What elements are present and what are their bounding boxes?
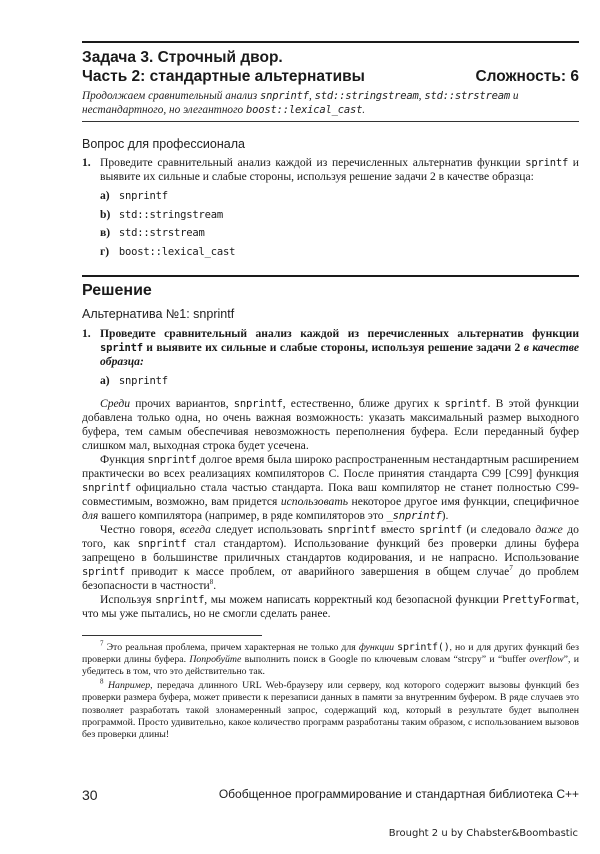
solution-question: 1. Проведите сравнительный анализ каждой из перечисленных альтернатив функции sprintf и выявите их сильные и слабые стороны, используя решение задачи 2 в качестве образца: bbox=[82, 327, 579, 368]
footnote-7: $^7$ Это реальная проблема, причем характерная не только для функции sprintf(), но и для других функций без проверки длины буфера. Попробуйте выполнить поиск в Google по ключевым словам “strcpy” и “buffer overflow”, и убедитесь в том, что это действительно так. bbox=[82, 639, 579, 677]
alternative-heading: Альтернатива №1: snprintf bbox=[82, 307, 235, 321]
page-number: 30 bbox=[82, 787, 98, 803]
page-body bbox=[82, 0, 579, 743]
footnote-ref[interactable]: 7 bbox=[509, 563, 513, 572]
difficulty: Сложность: 6 bbox=[475, 68, 579, 85]
part-title: Часть 2: стандартные альтернативы bbox=[82, 68, 365, 85]
question-option: b) std::stringstream bbox=[100, 207, 223, 221]
question-option: в) std::strstream bbox=[100, 226, 205, 239]
paragraph: Среди прочих вариантов, snprintf, естественно, ближе других к sprintf. В этой функции добавлена только одна, но очень важная возможность: указать максимальный размер выходного буфера, тем самым обеспечивая невозможность переполнения буфера. Если переданный буфер слишком мал, выходная строка будет усечена. bbox=[82, 396, 579, 452]
solution-option: а) snprintf bbox=[100, 374, 168, 387]
paragraph: Используя snprintf, мы можем написать корректный код безопасной функции PrettyFormat, что мы уже пытались, но не смогли сделать ранее. bbox=[82, 592, 579, 620]
question-option: г) boost::lexical_cast bbox=[100, 244, 236, 258]
task-title: Задача 3. Строчный двор. bbox=[82, 49, 283, 66]
footnote-ref[interactable]: 8 bbox=[209, 577, 214, 586]
book-title: Обобщенное программирование и стандартная библиотека C++ bbox=[218, 787, 579, 801]
question-option: а) snprintf bbox=[100, 189, 168, 202]
question-item: 1. Проведите сравнительный анализ каждой из перечисленных альтернатив функции sprintf и выявите их сильные и слабые стороны, используя решение задачи 2 в качестве образца: bbox=[82, 156, 580, 183]
footnote-8: $^8$ Например, передача длинного URL Web-браузеру или серверу, код которого содержит вызовы функций без проверки размера буфера, может привести к перезаписи данных в памяти за внутренним буфером. В ряде случаев это позволяет разработать такой злонамеренный запрос, содержащий код, который в результате будет выполнен программой. Просто удивительно, какое количество программ разработаны таким образом, с использованием вызовов без проверки длины! bbox=[82, 677, 579, 740]
task-intro: Продолжаем сравнительный анализ snprintf, std::stringstream, std::strstream и нестандартного, но элегантного boost::lexical_cast. bbox=[82, 90, 519, 116]
solution-heading: Решение bbox=[82, 282, 152, 299]
page-footer bbox=[82, 787, 579, 803]
credit-line: Brought 2 u by Chabster&Boombastic bbox=[388, 828, 578, 839]
paragraph: Честно говоря, всегда следует использовать snprintf вместо sprintf (и следовало даже до того, как snprintf стал стандартом). Использование функций без проверки длины буфера запрещено в большинстве приличных стандартов кодирования, и не напрасно. Использование sprintf приводит к массе проблем, от аварийного завершения в общем случае$^7$ до проблем безопасности в частности$^8$. bbox=[82, 522, 580, 592]
question-heading: Вопрос для профессионала bbox=[82, 137, 245, 151]
paragraph: Функция snprintf долгое время была широко распространенным нестандартным расширением практически во всех реализациях компиляторов C. После принятия стандарта C99 [C99] функция snprintf официально стала частью стандарта. Пока ваш компилятор не станет полностью C99-совместимым, возможно, вам придется использовать некоторое другое имя функции, специфичное для вашего компилятора (например, в ряде компиляторов это _snprintf). bbox=[82, 452, 579, 522]
